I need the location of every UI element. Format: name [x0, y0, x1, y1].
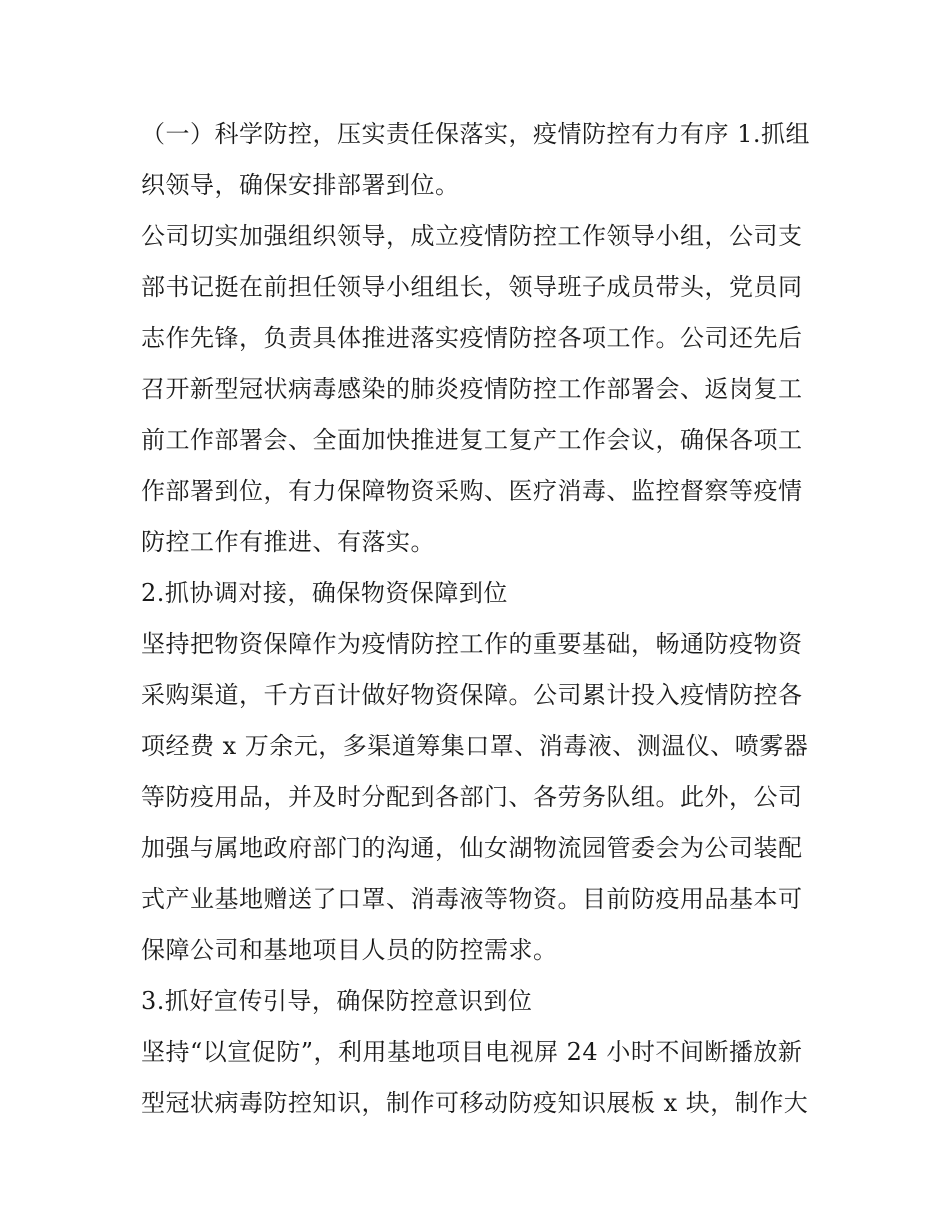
- section-heading: 2.抓协调对接，确保物资保障到位: [141, 579, 508, 607]
- text-line: 公司切实加强组织领导，成立疫情防控工作领导小组，公司支: [141, 222, 803, 250]
- text-line: 坚持把物资保障作为疫情防控工作的重要基础，畅通防疫物资: [141, 630, 803, 658]
- text-line-heading: （一）科学防控，压实责任保落实，疫情防控有力有序 1.抓组: [141, 120, 811, 148]
- text-line: 召开新型冠状病毒感染的肺炎疫情防控工作部署会、返岗复工: [141, 375, 803, 403]
- text-line: 作部署到位，有力保障物资采购、医疗消毒、监控督察等疫情: [141, 477, 803, 505]
- text-line: 式产业基地赠送了口罩、消毒液等物资。目前防疫用品基本可: [141, 885, 803, 913]
- text-line: 织领导，确保安排部署到位。: [141, 171, 460, 199]
- text-line: 等防疫用品，并及时分配到各部门、各劳务队组。此外，公司: [141, 783, 803, 811]
- text-line: 加强与属地政府部门的沟通，仙女湖物流园管委会为公司装配: [141, 834, 803, 862]
- text-line: 保障公司和基地项目人员的防控需求。: [141, 936, 558, 964]
- text-line: 防控工作有推进、有落实。: [141, 528, 435, 556]
- text-line: 采购渠道，千方百计做好物资保障。公司累计投入疫情防控各: [141, 681, 803, 709]
- text-line: 项经费 x 万余元，多渠道筹集口罩、消毒液、测温仪、喷雾器: [141, 732, 809, 760]
- text-line: 志作先锋，负责具体推进落实疫情防控各项工作。公司还先后: [141, 324, 803, 352]
- text-line: 部书记挺在前担任领导小组组长，领导班子成员带头，党员同: [141, 273, 803, 301]
- section-heading: 3.抓好宣传引导，确保防控意识到位: [141, 987, 533, 1015]
- text-line: 坚持“以宣促防”，利用基地项目电视屏 24 小时不间断播放新: [141, 1038, 803, 1066]
- text-line: 前工作部署会、全面加快推进复工复产工作会议，确保各项工: [141, 426, 803, 454]
- text-line: 型冠状病毒防控知识，制作可移动防疫知识展板 x 块，制作大: [141, 1089, 809, 1117]
